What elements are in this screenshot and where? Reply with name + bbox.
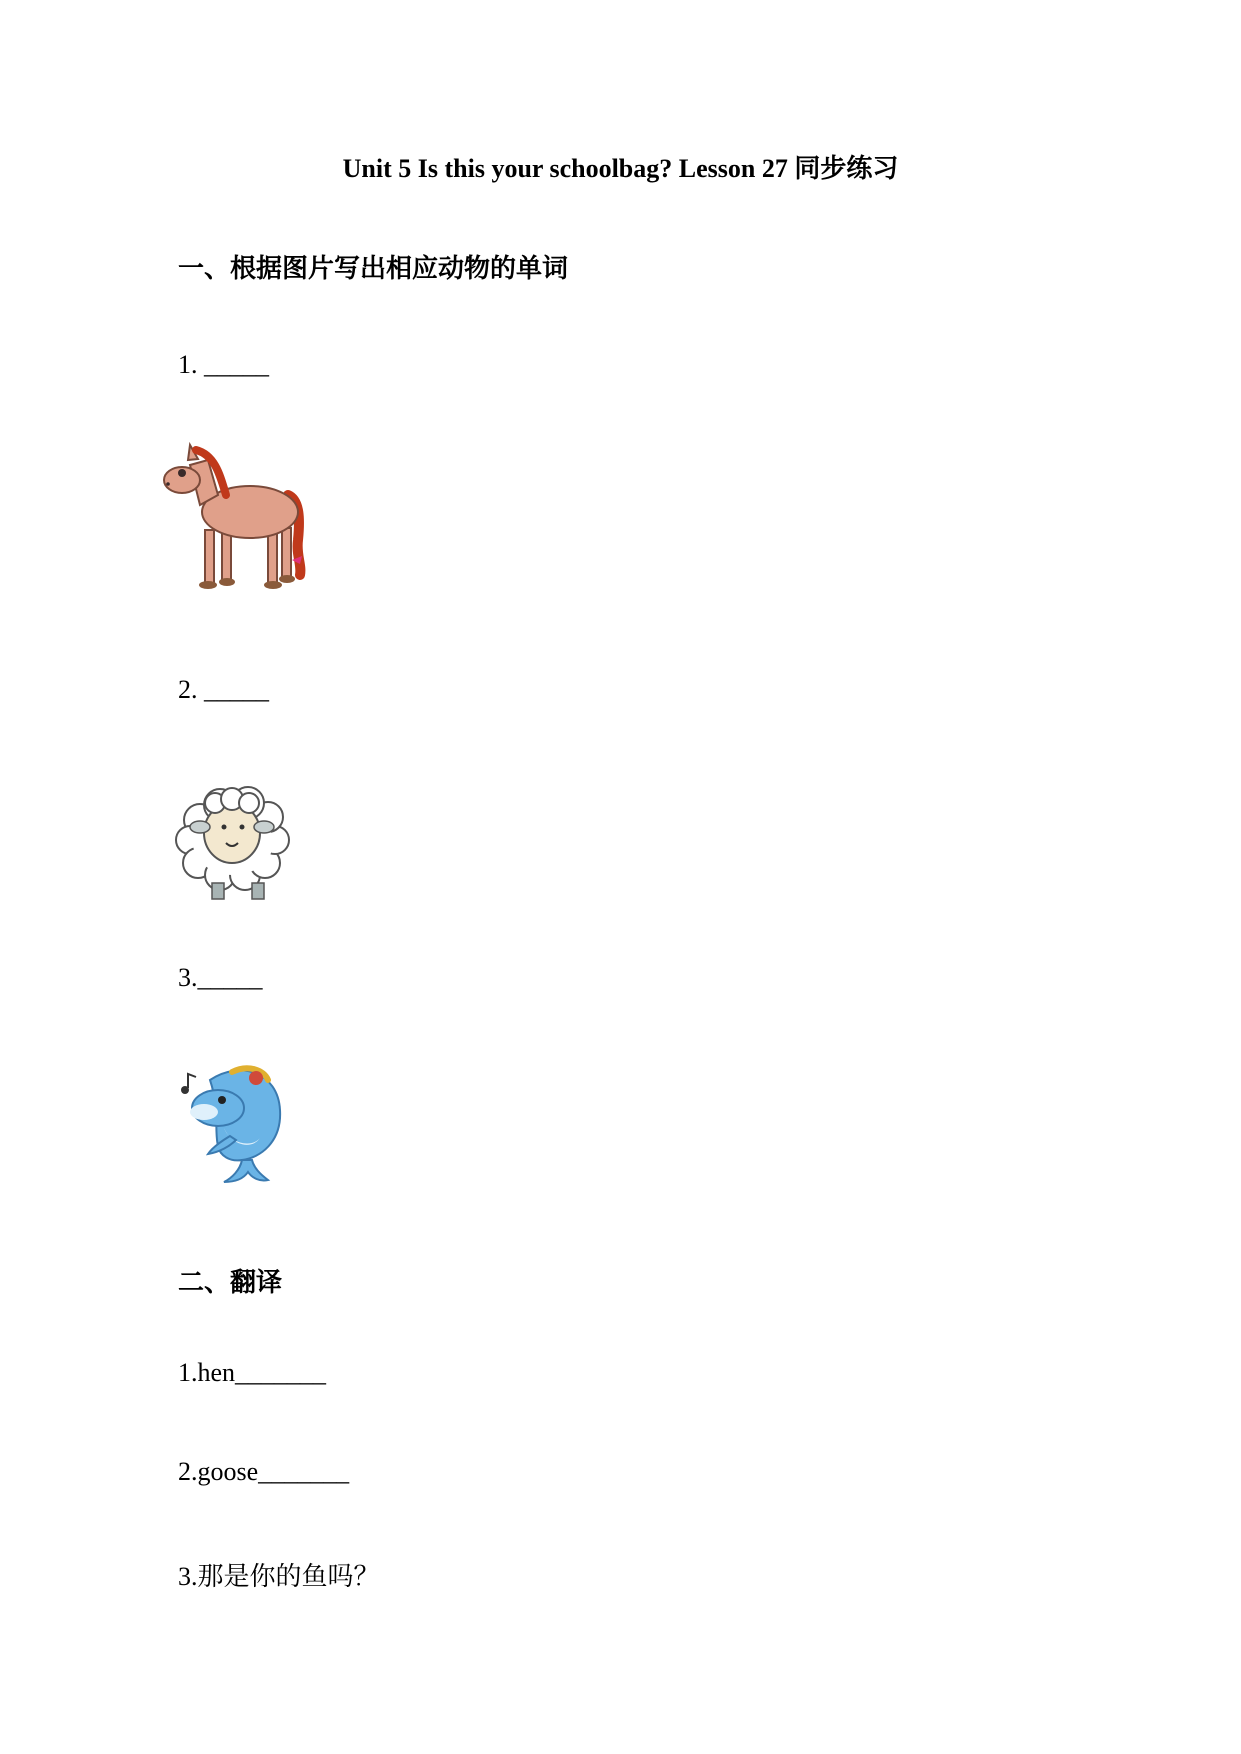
question-1-label: 1. _____ bbox=[178, 350, 269, 379]
section-heading-2: 二、翻译 bbox=[178, 1268, 283, 1297]
translation-2-label: 2.goose_______ bbox=[178, 1457, 350, 1486]
horse-icon bbox=[160, 440, 320, 590]
dolphin-icon bbox=[160, 1050, 300, 1190]
translation-3-label: 3.那是你的鱼吗？ bbox=[178, 1562, 380, 1591]
translation-1-label: 1.hen_______ bbox=[178, 1358, 327, 1387]
question-3-label: 3._____ bbox=[178, 963, 263, 992]
question-2-label: 2. _____ bbox=[178, 675, 269, 704]
page-title: Unit 5 Is this your schoolbag? Lesson 27 同步练习 bbox=[342, 154, 899, 183]
section-heading-1: 一、根据图片写出相应动物的单词 bbox=[178, 254, 569, 283]
sheep-icon bbox=[160, 755, 310, 905]
